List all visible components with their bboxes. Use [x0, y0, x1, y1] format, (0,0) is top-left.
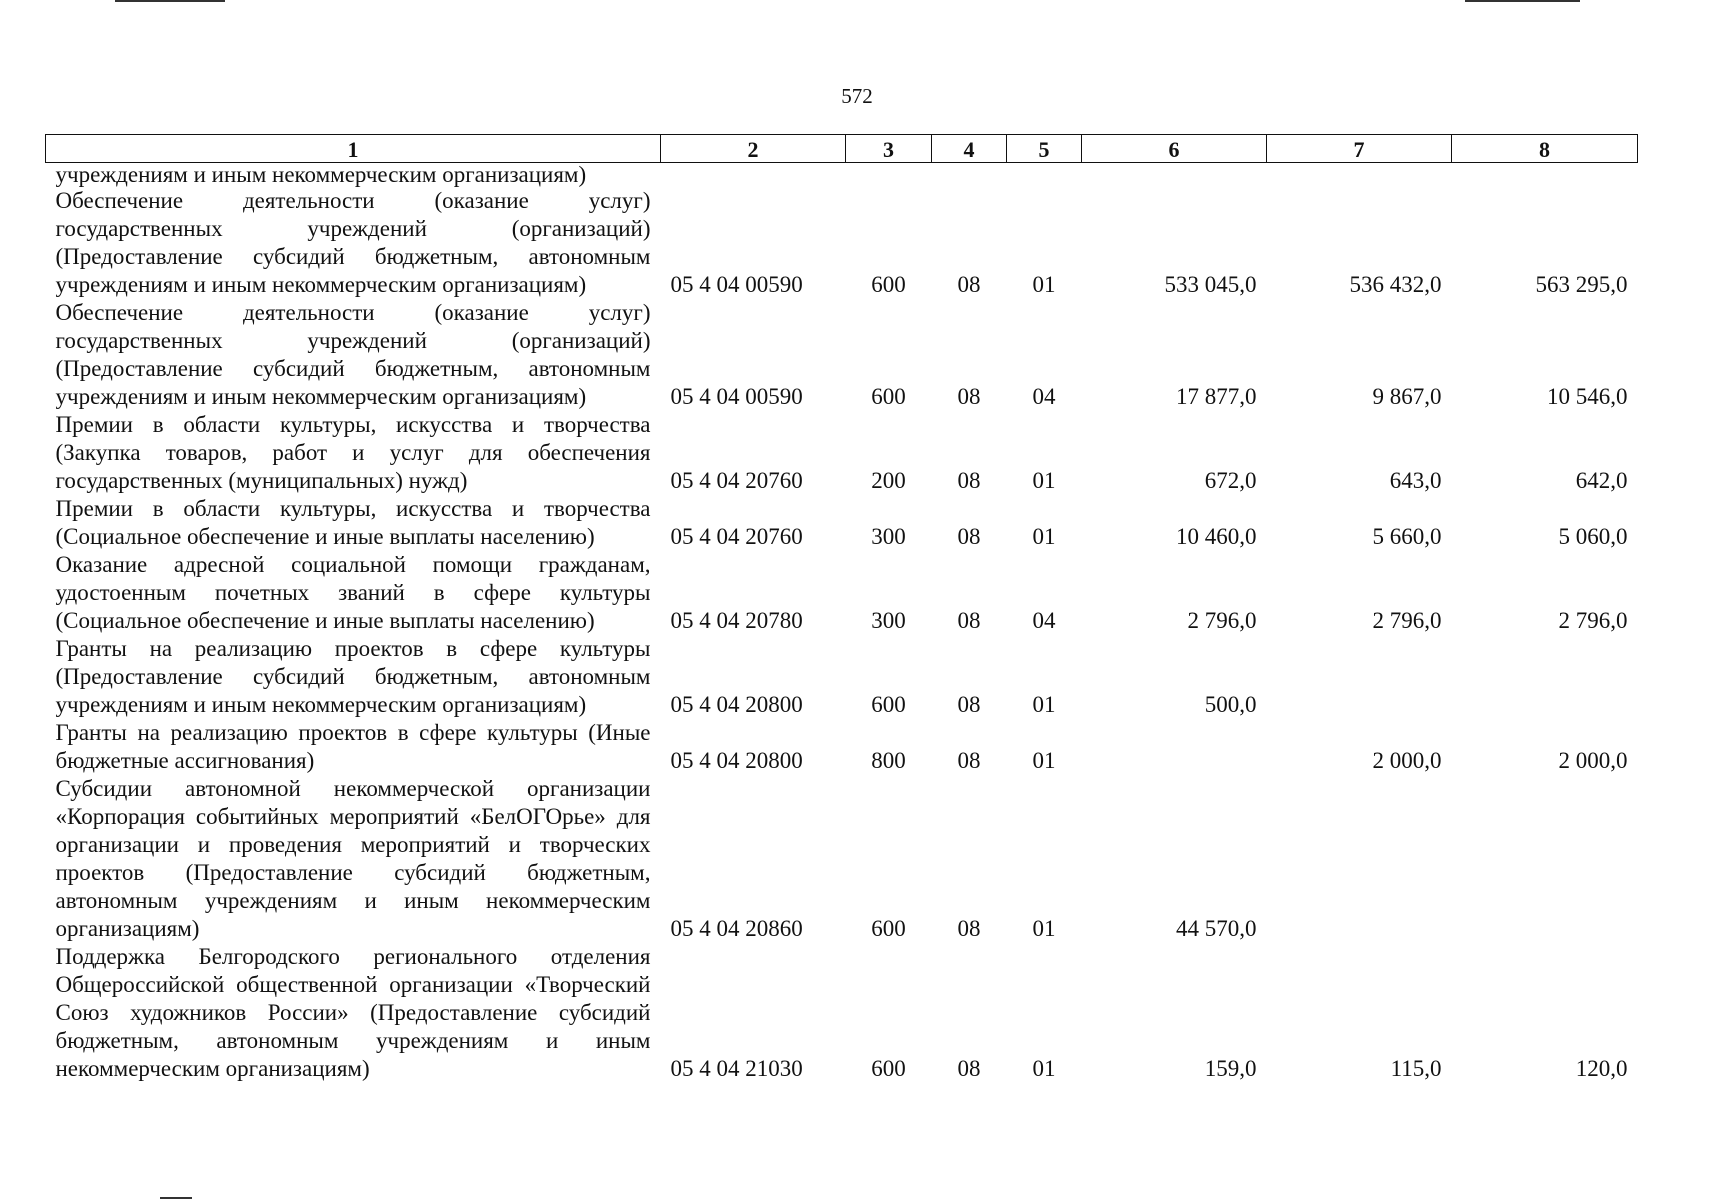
row-col3: 600	[871, 916, 906, 941]
table-row	[46, 719, 1638, 775]
column-header: 5	[1007, 135, 1082, 163]
row-col7: 115,0	[1390, 1056, 1442, 1081]
row-description: Оказание адресной социальной помощи гражданам, удостоенным почетных званий в сфере культуры (Социальное обеспечение и иные выплаты населению)	[55, 552, 651, 633]
column-header: 1	[46, 135, 661, 163]
row-col8	[1452, 635, 1638, 719]
table-row-continuation	[46, 163, 1638, 188]
row-col5: 01	[1032, 692, 1056, 717]
row-col5: 01	[1032, 272, 1056, 297]
row-col3: 200	[871, 468, 906, 493]
row-col5: 04	[1032, 384, 1056, 409]
row-col4: 08	[957, 748, 981, 773]
table-row	[46, 551, 1638, 635]
row-description: учреждениям и иным некоммерческим организациям)	[55, 162, 587, 187]
row-col6: 159,0	[1204, 1056, 1257, 1081]
row-code: 05 4 04 20800	[670, 748, 803, 773]
row-col8: 10 546,0	[1547, 384, 1628, 409]
row-col4: 08	[957, 272, 981, 297]
row-col5: 04	[1032, 608, 1056, 633]
row-col6: 500,0	[1204, 692, 1257, 717]
row-col8: 5 060,0	[1558, 524, 1628, 549]
row-description: Поддержка Белгородского регионального отделения Общероссийской общественной организации «Творческий Союз художников России» (Предоставление субсидий бюджетным, автономным учреждениям и иным некоммерческим организациям)	[55, 944, 651, 1081]
row-col6	[1082, 719, 1267, 775]
row-col6: 44 570,0	[1176, 916, 1257, 941]
row-description: Обеспечение деятельности (оказание услуг) государственных учреждений (организаций) (Предоставление субсидий бюджетным, автономным учреждениям и иным некоммерческим организациям)	[55, 188, 651, 297]
row-code: 05 4 04 20760	[670, 524, 803, 549]
row-col3: 600	[871, 1056, 906, 1081]
row-col6: 10 460,0	[1176, 524, 1257, 549]
row-col8: 642,0	[1575, 468, 1628, 493]
column-header: 7	[1267, 135, 1452, 163]
row-col5: 01	[1032, 1056, 1056, 1081]
row-col7: 643,0	[1389, 468, 1442, 493]
column-header: 6	[1082, 135, 1267, 163]
row-col5: 01	[1032, 748, 1056, 773]
row-col4: 08	[957, 524, 981, 549]
row-description: Гранты на реализацию проектов в сфере культуры (Предоставление субсидий бюджетным, автономным учреждениям и иным некоммерческим организациям)	[55, 636, 651, 717]
row-col3: 600	[871, 384, 906, 409]
row-code: 05 4 04 20860	[670, 916, 803, 941]
table-row	[46, 495, 1638, 551]
scan-mark-bottom-left	[160, 1197, 192, 1199]
row-col7	[1267, 775, 1452, 943]
table-row	[46, 775, 1638, 943]
row-code: 05 4 04 00590	[670, 272, 803, 297]
column-header: 2	[661, 135, 846, 163]
budget-table	[45, 134, 1638, 1083]
row-col4: 08	[957, 692, 981, 717]
table-row	[46, 299, 1638, 411]
row-col5: 01	[1032, 916, 1056, 941]
header-row	[46, 135, 1638, 163]
row-description: Премии в области культуры, искусства и творчества (Закупка товаров, работ и услуг для обеспечения государственных (муниципальных) нужд)	[55, 412, 651, 493]
row-description: Гранты на реализацию проектов в сфере культуры (Иные бюджетные ассигнования)	[55, 720, 651, 773]
row-col7: 2 000,0	[1372, 748, 1442, 773]
row-col7: 9 867,0	[1372, 384, 1442, 409]
row-col4: 08	[957, 608, 981, 633]
page-number: 572	[841, 84, 873, 108]
row-col3: 300	[871, 524, 906, 549]
row-code: 05 4 04 00590	[670, 384, 803, 409]
row-col8: 120,0	[1575, 1056, 1628, 1081]
row-col8: 2 000,0	[1558, 748, 1628, 773]
column-header: 4	[932, 135, 1007, 163]
row-col8	[1452, 775, 1638, 943]
row-col5: 01	[1032, 468, 1056, 493]
row-description: Субсидии автономной некоммерческой организации «Корпорация событийных мероприятий «БелОГОрье» для организации и проведения мероприятий и творческих проектов (Предоставление субсидий бюджетным, автономным учреждениям и иным некоммерческим организациям)	[55, 776, 651, 941]
row-col8: 2 796,0	[1558, 608, 1628, 633]
row-col3: 300	[871, 608, 906, 633]
row-code: 05 4 04 20760	[670, 468, 803, 493]
row-col7: 536 432,0	[1349, 272, 1442, 297]
column-header: 8	[1452, 135, 1638, 163]
table-header	[46, 135, 1638, 163]
row-col8: 563 295,0	[1535, 272, 1628, 297]
scan-mark-top-left	[115, 0, 225, 2]
row-col4: 08	[957, 468, 981, 493]
table-row	[46, 943, 1638, 1083]
column-header: 3	[846, 135, 932, 163]
row-code: 05 4 04 20780	[670, 608, 803, 633]
row-col4: 08	[957, 1056, 981, 1081]
row-col3: 800	[871, 748, 906, 773]
table-row	[46, 411, 1638, 495]
table-row	[46, 635, 1638, 719]
row-col6: 2 796,0	[1187, 608, 1257, 633]
row-col4: 08	[957, 916, 981, 941]
row-col6: 672,0	[1204, 468, 1257, 493]
row-col3: 600	[871, 272, 906, 297]
row-col3: 600	[871, 692, 906, 717]
row-code: 05 4 04 20800	[670, 692, 803, 717]
row-col7: 5 660,0	[1372, 524, 1442, 549]
row-col6: 17 877,0	[1176, 384, 1257, 409]
row-col7	[1267, 635, 1452, 719]
row-col5: 01	[1032, 524, 1056, 549]
scan-mark-top-right	[1465, 0, 1580, 2]
table-row	[46, 187, 1638, 299]
row-description: Обеспечение деятельности (оказание услуг) государственных учреждений (организаций) (Предоставление субсидий бюджетным, автономным учреждениям и иным некоммерческим организациям)	[55, 300, 651, 409]
row-col6: 533 045,0	[1164, 272, 1257, 297]
row-description: Премии в области культуры, искусства и творчества (Социальное обеспечение и иные выплаты населению)	[55, 496, 651, 549]
row-col4: 08	[957, 384, 981, 409]
row-code: 05 4 04 21030	[670, 1056, 803, 1081]
table-body	[46, 163, 1638, 1084]
row-col7: 2 796,0	[1372, 608, 1442, 633]
